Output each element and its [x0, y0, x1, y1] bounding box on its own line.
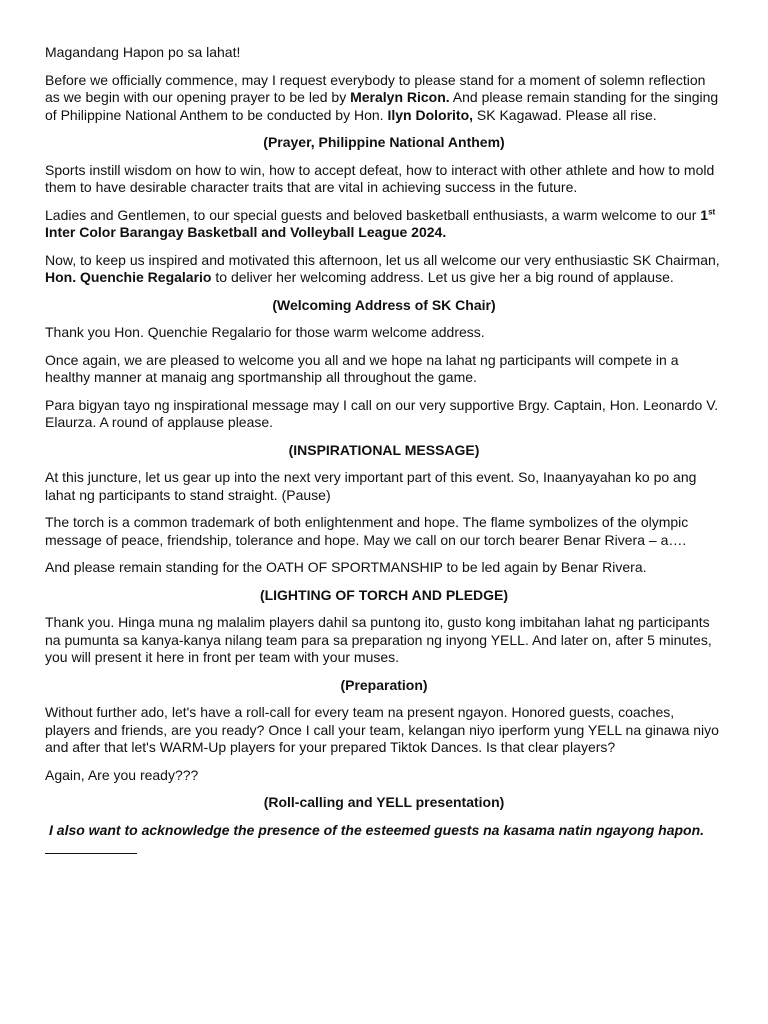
- sportsmanship-paragraph: Once again, we are pleased to welcome you all and we hope na lahat ng participants will compete in a healthy manner at manaig ang sportmanship all throughout the game.: [45, 351, 679, 385]
- league-name: Inter Color Barangay Basketball and Volleyball League 2024.: [45, 224, 447, 240]
- sk-chair-intro-paragraph: [45, 252, 723, 287]
- text-span: And please remain standing for the singing of Philippine National Anthem to be conducted by Hon.: [45, 89, 719, 123]
- section-heading-preparation: (Preparation): [340, 676, 428, 693]
- section-heading-prayer: (Prayer, Philippine National Anthem): [263, 134, 505, 150]
- text-span: SK Kagawad. Please all rise.: [473, 106, 657, 123]
- juncture-paragraph: At this juncture, let us gear up into the next very important part of this event. So, Inaanyayahan ko po ang lahat ng participants to stand straight. (Pause): [45, 469, 697, 503]
- section-heading-welcoming-address: (Welcoming Address of SK Chair): [272, 296, 496, 313]
- ordinal-suffix: st: [708, 206, 716, 216]
- text-span: Now, to keep us inspired and motivated this afternoon, let us all welcome our very enthusiastic SK Chairman,: [45, 251, 720, 268]
- sk-chair-name: Hon. Quenchie Regalario: [45, 269, 212, 285]
- torch-paragraph: The torch is a common trademark of both enlightenment and hope. The flame symbolizes of the olympic message of peace, friendship, tolerance and hope. May we call on our torch bearer Benar Rivera – a….: [45, 514, 689, 548]
- greeting-paragraph: Magandang Hapon po sa lahat!: [45, 44, 241, 60]
- acknowledge-guests-paragraph: I also want to acknowledge the presence of the esteemed guests na kasama natin ngayong hapon.: [49, 821, 705, 838]
- signature-line: [45, 845, 137, 854]
- inspirational-intro-paragraph: Para bigyan tayo ng inspirational message may I call on our very supportive Brgy. Captain, Hon. Leonardo V. Elaurza. A round of applause please.: [45, 396, 719, 430]
- ready-paragraph: Again, Are you ready???: [45, 766, 199, 783]
- text-span: to deliver her welcoming address. Let us give her a big round of applause.: [211, 269, 674, 285]
- ordinal-digit: 1: [700, 206, 709, 223]
- yell-preparation-paragraph: Thank you. Hinga muna ng malalim players dahil sa puntong ito, gusto kong imbitahan lahat ng participants na pumunta sa kanya-kanya nilang team para sa preparation ng inyong YELL. And later on, after 5 minutes, you will present it here in front per team with your muses.: [45, 614, 712, 665]
- thank-you-paragraph: Thank you Hon. Quenchie Regalario for those warm welcome address.: [45, 324, 485, 340]
- opening-prayer-paragraph: [45, 72, 723, 125]
- anthem-conductor-name: Ilyn Dolorito,: [387, 106, 474, 123]
- text-span: Ladies and Gentlemen, to our special guests and beloved basketball enthusiasts, a warm welcome to our: [45, 206, 701, 223]
- sports-wisdom-paragraph: Sports instill wisdom on how to win, how to accept defeat, how to interact with other athlete and how to mold them to have desirable character traits that are vital in achieving success in the future.: [45, 161, 715, 195]
- roll-call-paragraph: Without further ado, let's have a roll-call for every team na present ngayon. Honored guests, coaches, players and friends, are you ready? Once I call your team, kelangan niyo iperform yung YELL na ginawa niyo and after that let's WARM-Up players for your prepared Tiktok Dances. Is that clear players?: [45, 704, 719, 755]
- prayer-leader-name: Meralyn Ricon.: [350, 89, 450, 105]
- section-heading-roll-calling: (Roll-calling and YELL presentation): [263, 794, 505, 810]
- ordinal-number: [700, 207, 715, 223]
- oath-paragraph: And please remain standing for the OATH OF SPORTMANSHIP to be led again by Benar Rivera.: [45, 559, 647, 575]
- welcome-paragraph: [45, 207, 723, 242]
- section-heading-inspirational: (INSPIRATIONAL MESSAGE): [288, 441, 480, 458]
- section-heading-torch: (LIGHTING OF TORCH AND PLEDGE): [259, 586, 509, 603]
- text-span: Before we officially commence, may I request everybody to please stand for a moment of solemn reflection as we begin with our opening prayer to be led by: [45, 71, 706, 105]
